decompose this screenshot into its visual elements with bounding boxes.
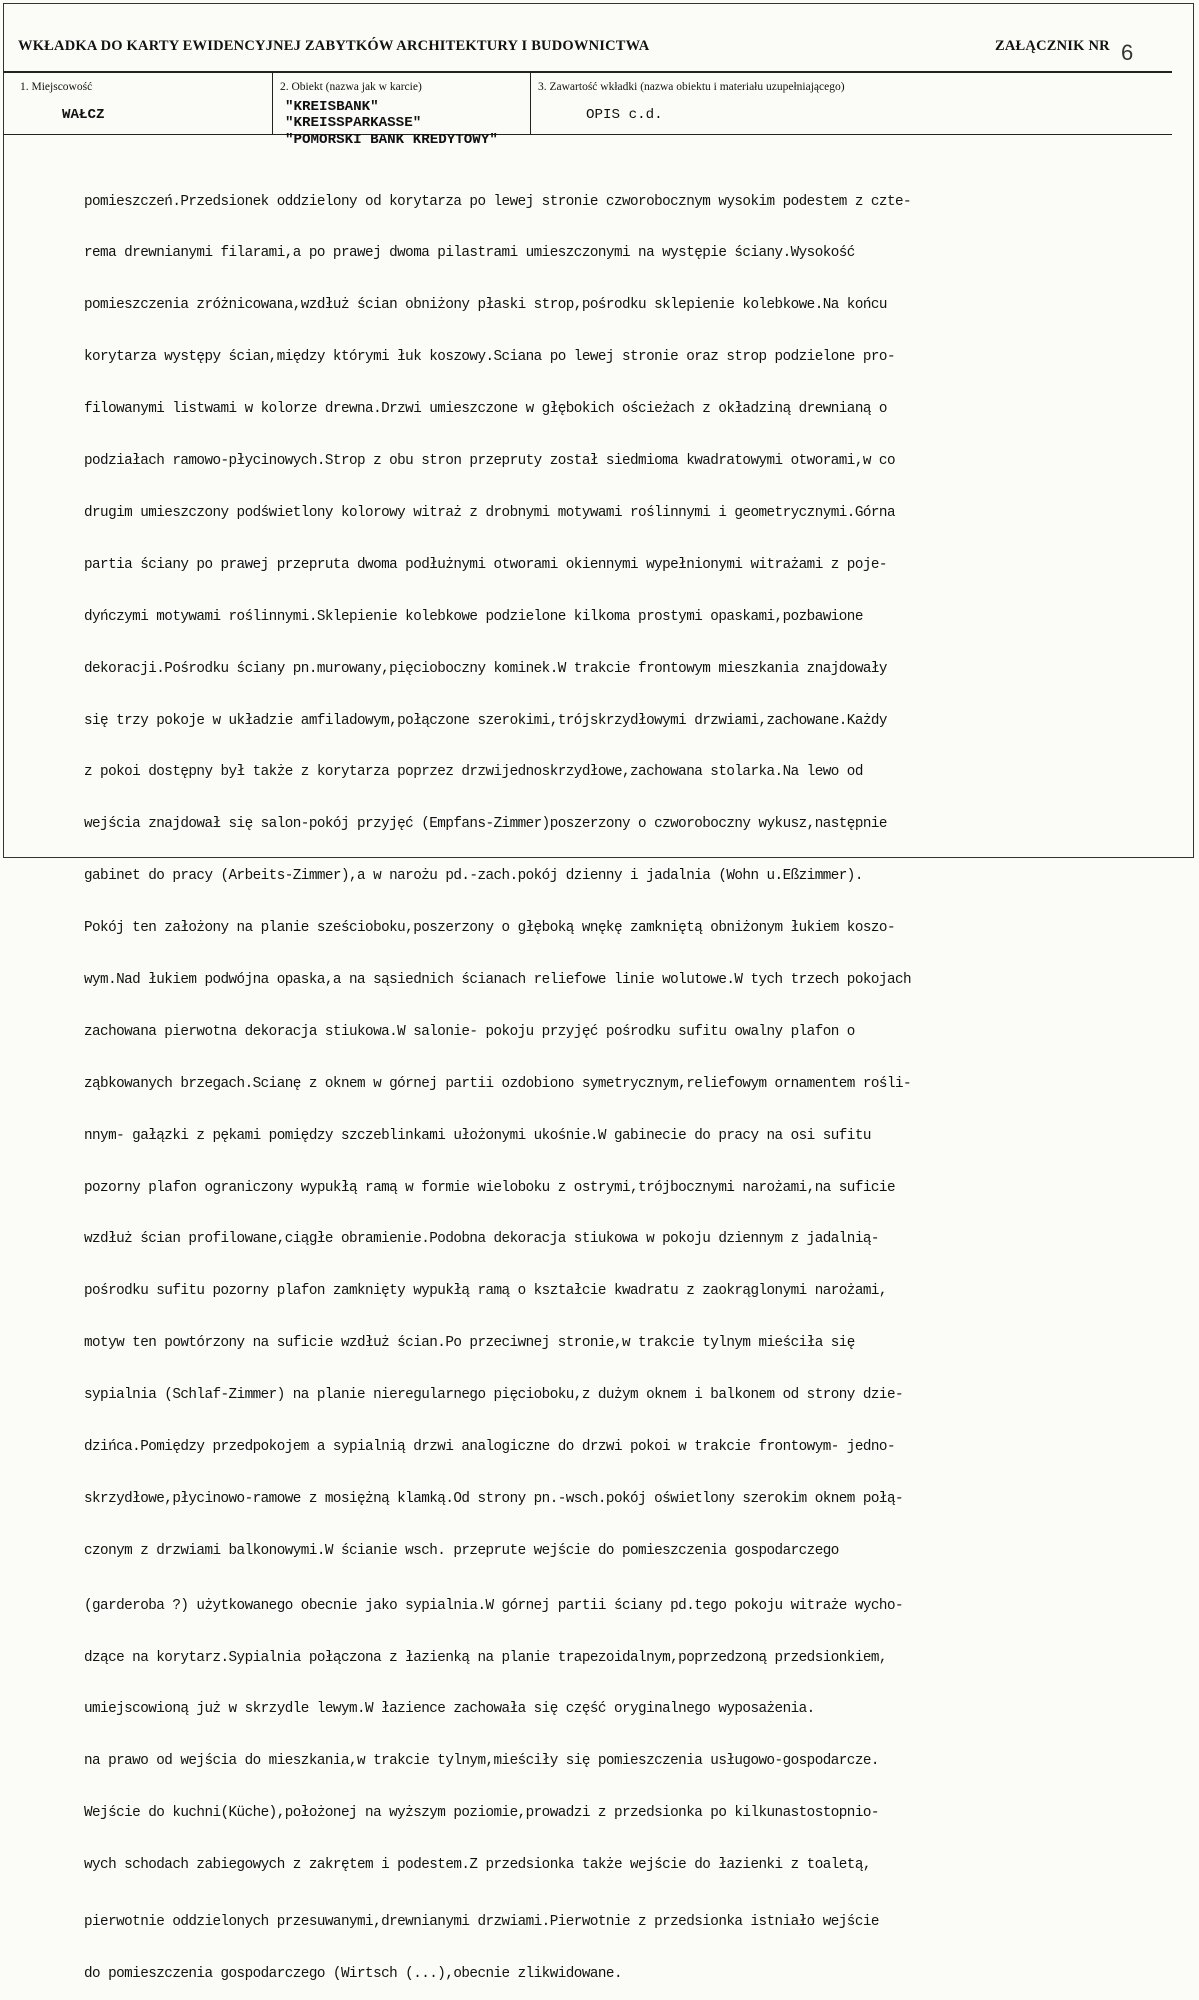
header-rule [3, 71, 1172, 73]
text-line: pomieszczeń.Przedsionek oddzielony od korytarza po lewej stronie czworobocznym wysokim podestem z czte- [84, 193, 912, 210]
object-name-1: "KREISBANK" [285, 99, 379, 115]
text-line: dekoracji.Pośrodku ściany pn.murowany,pięcioboczny kominek.W trakcie frontowym mieszkania znajdowały [84, 660, 887, 677]
text-line: Pokój ten założony na planie sześcioboku,poszerzony o głęboką wnękę zamkniętą obniżonym łukiem koszo- [84, 920, 895, 937]
object-label: 2. Obiekt (nazwa jak w karcie) [280, 81, 422, 93]
text-line: wejścia znajdował się salon-pokój przyjęć (Empfans-Zimmer)poszerzony o czworoboczny wykusz,następnie [84, 816, 887, 833]
text-line: na prawo od wejścia do mieszkania,w trakcie tylnym,mieściły się pomieszczenia usługowo-gospodarcze. [84, 1753, 879, 1770]
document-title: WKŁADKA DO KARTY EWIDENCYJNEJ ZABYTKÓW ARCHITEKTURY I BUDOWNICTWA [18, 38, 650, 54]
text-line: sypialnia (Schlaf-Zimmer) na planie nieregularnego pięcioboku,z dużym oknem i balkonem od strony dzie- [84, 1387, 904, 1404]
text-line: ząbkowanych brzegach.Scianę z oknem w górnej partii ozdobiono symetrycznym,reliefowym ornamentem rośli- [84, 1075, 912, 1092]
text-line: skrzydłowe,płycinowo-ramowe z mosiężną klamką.Od strony pn.-wsch.pokój oświetlony szerokim oknem połą- [84, 1490, 904, 1507]
description-text [84, 159, 1184, 2000]
fields-rule [3, 134, 1172, 135]
text-line: filowanymi listwami w kolorze drewna.Drzwi umieszczone w głębokich ościeżach z okładziną drewnianą o [84, 401, 887, 418]
text-line: pierwotnie oddzielonych przesuwanymi,drewnianymi drzwiami.Pierwotnie z przedsionka istniało wejście [84, 1913, 879, 1930]
locality-label: 1. Miejscowość [20, 81, 93, 93]
text-line: pomieszczenia zróżnicowana,wzdłuż ścian obniżony płaski strop,pośrodku sklepienie kolebkowe.Na końcu [84, 297, 887, 314]
text-line: gabinet do pracy (Arbeits-Zimmer),a w narożu pd.-zach.pokój dzienny i jadalnia (Wohn u.Eßzimmer). [84, 868, 863, 885]
text-line: rema drewnianymi filarami,a po prawej dwoma pilastrami umieszczonymi na występie ściany.Wysokość [84, 245, 855, 262]
text-line: dzące na korytarz.Sypialnia połączona z łazienką na planie trapezoidalnym,poprzedzoną przedsionkiem, [84, 1649, 887, 1666]
content-label: 3. Zawartość wkładki (nazwa obiektu i materiału uzupełniającego) [538, 81, 845, 93]
object-name-2: "KREISSPARKASSE" [285, 115, 422, 131]
field-divider-2 [530, 73, 531, 134]
text-line: wym.Nad łukiem podwójna opaska,a na sąsiednich ścianach reliefowe linie wolutowe.W tych trzech pokojach [84, 971, 912, 988]
text-line: partia ściany po prawej przepruta dwoma podłużnymi otworami okiennymi wypełnionymi witrażami z poje- [84, 556, 887, 573]
text-line: drugim umieszczony podświetlony kolorowy witraż z drobnymi motywami roślinnymi i geometrycznymi.Górna [84, 504, 895, 521]
annex-number: 6 [1121, 40, 1134, 65]
text-line: podziałach ramowo-płycinowych.Strop z obu stron przepruty został siedmioma kwadratowymi otworami,w co [84, 453, 895, 470]
text-line: motyw ten powtórzony na suficie wzdłuż ścian.Po przeciwnej stronie,w trakcie tylnym mieściła się [84, 1335, 855, 1352]
text-line: dyńczymi motywami roślinnymi.Sklepienie kolebkowe podzielone kilkoma prostymi opaskami,pozbawione [84, 608, 863, 625]
content-value: OPIS c.d. [586, 107, 663, 123]
object-name-3: "POMORSKI BANK KREDYTOWY" [285, 132, 498, 148]
locality-value: WAŁCZ [62, 107, 105, 123]
text-line: pośrodku sufitu pozorny plafon zamknięty wypukłą ramą o kształcie kwadratu z zaokrąglonymi narożami, [84, 1283, 887, 1300]
text-line: zachowana pierwotna dekoracja stiukowa.W salonie- pokoju przyjęć pośrodku sufitu owalny plafon o [84, 1023, 855, 1040]
text-line: dzińca.Pomiędzy przedpokojem a sypialnią drzwi analogiczne do drzwi pokoi w trakcie frontowym- jedno- [84, 1438, 895, 1455]
text-line: się trzy pokoje w układzie amfiladowym,połączone szerokimi,trójskrzydłowymi drzwiami,zachowane.Każdy [84, 712, 887, 729]
text-line: czonym z drzwiami balkonowymi.W ścianie wsch. przeprute wejście do pomieszczenia gospodarczego [84, 1542, 839, 1559]
field-divider-1 [272, 73, 273, 134]
annex-label: ZAŁĄCZNIK NR [995, 38, 1110, 54]
text-line: do pomieszczenia gospodarczego (Wirtsch (...),obecnie zlikwidowane. [84, 1965, 622, 1982]
text-line: z pokoi dostępny był także z korytarza poprzez drzwijednoskrzydłowe,zachowana stolarka.Na lewo od [84, 764, 863, 781]
text-line: pozorny plafon ograniczony wypukłą ramą w formie wieloboku z ostrymi,trójbocznymi narożami,na suficie [84, 1179, 895, 1196]
text-line: korytarza występy ścian,między którymi łuk koszowy.Sciana po lewej stronie oraz strop podzielone pro- [84, 349, 895, 366]
text-line: wzdłuż ścian profilowane,ciągłe obramienie.Podobna dekoracja stiukowa w pokoju dziennym z jadalnią- [84, 1231, 879, 1248]
text-line: umiejscowioną już w skrzydle lewym.W łazience zachowała się część oryginalnego wyposażenia. [84, 1701, 815, 1718]
text-line: nnym- gałązki z pękami pomiędzy szczeblinkami ułożonymi ukośnie.W gabinecie do pracy na osi sufitu [84, 1127, 871, 1144]
text-line: (garderoba ?) użytkowanego obecnie jako sypialnia.W górnej partii ściany pd.tego pokoju witraże wycho- [84, 1597, 904, 1614]
text-line: Wejście do kuchni(Küche),położonej na wyższym poziomie,prowadzi z przedsionka po kilkunastostopnio- [84, 1805, 879, 1822]
text-line: wych schodach zabiegowych z zakrętem i podestem.Z przedsionka także wejście do łazienki z toaletą, [84, 1857, 871, 1874]
